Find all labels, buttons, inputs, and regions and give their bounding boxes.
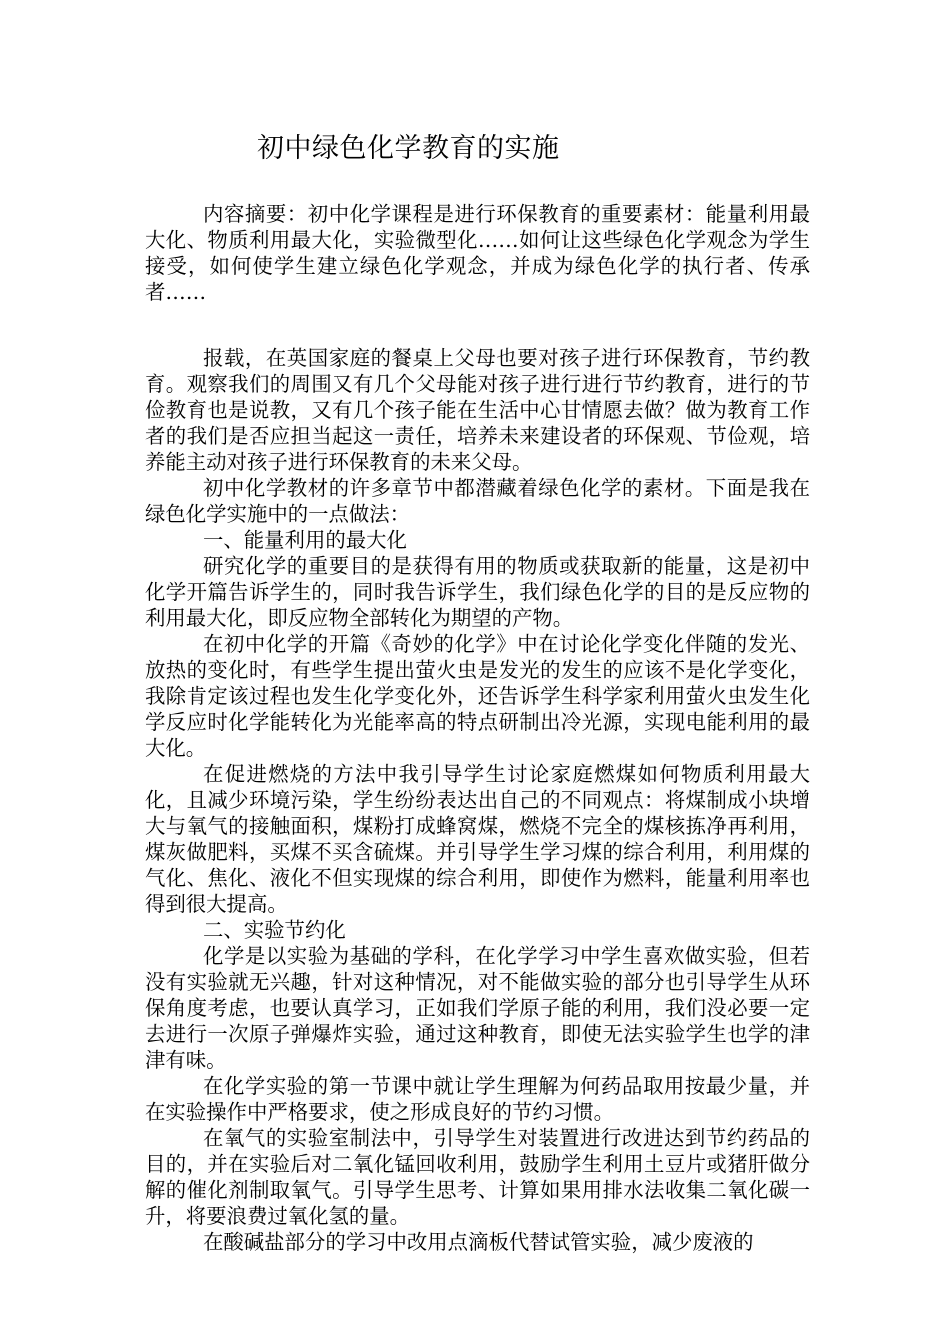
body-paragraph: 在初中化学的开篇《奇妙的化学》中在讨论化学变化伴随的发光、放热的变化时，有些学生提出萤火虫是发光的发生的应该不是化学变化，我除肯定该过程也发生化学变化外，还告诉学生科学家利用萤火虫发生化学反应时化学能转化为光能率高的特点研制出冷光源，实现电能利用的最大化。 — [145, 632, 810, 760]
abstract-paragraph: 内容摘要：初中化学课程是进行环保教育的重要素材：能量利用最大化、物质利用最大化，实验微型化……如何让这些绿色化学观念为学生接受，如何使学生建立绿色化学观念，并成为绿色化学的执行者、传承者…… — [145, 202, 810, 304]
body-paragraph: 报载，在英国家庭的餐桌上父母也要对孩子进行环保教育，节约教育。观察我们的周围又有几个父母能对孩子进行进行节约教育，进行的节俭教育也是说教，又有几个孩子能在生活中心甘情愿去做？做为教育工作者的我们是否应担当起这一责任，培养未来建设者的环保观、节俭观，培养能主动对孩子进行环保教育的未来父母。 — [145, 346, 810, 474]
abstract-block — [145, 201, 810, 305]
body-paragraph: 在促进燃烧的方法中我引导学生讨论家庭燃煤如何物质利用最大化，且减少环境污染，学生纷纷表达出自己的不同观点：将煤制成小块增大与氧气的接触面积，煤粉打成蜂窝煤，燃烧不完全的煤核拣净再利用，煤灰做肥料，买煤不买含硫煤。并引导学生学习煤的综合利用，利用煤的气化、焦化、液化不但实现煤的综合利用，即使作为燃料，能量利用率也得到很大提高。 — [145, 762, 810, 916]
body-paragraph: 在氧气的实验室制法中，引导学生对装置进行改进达到节约药品的目的，并在实验后对二氧化锰回收利用，鼓励学生利用土豆片或猪肝做分解的催化剂制取氧气。引导学生思考、计算如果用排水法收集二氧化碳一升，将要浪费过氧化氢的量。 — [145, 1126, 810, 1228]
section-heading-energy: 一、能量利用的最大化 — [203, 528, 407, 552]
body-paragraph: 初中化学教材的许多章节中都潜藏着绿色化学的素材。下面是我在绿色化学实施中的一点做法： — [145, 476, 810, 526]
body-paragraph: 在酸碱盐部分的学习中改用点滴板代替试管实验，减少废液的 — [203, 1230, 754, 1254]
body-paragraph: 在化学实验的第一节课中就让学生理解为何药品取用按最少量，并在实验操作中严格要求，使之形成良好的节约习惯。 — [145, 1074, 810, 1124]
main-body — [145, 345, 810, 1255]
body-paragraph: 化学是以实验为基础的学科，在化学学习中学生喜欢做实验，但若没有实验就无兴趣，针对这种情况，对不能做实验的部分也引导学生从环保角度考虑，也要认真学习，正如我们学原子能的利用，我们没必要一定去进行一次原子弹爆炸实验，通过这种教育，即使无法实验学生也学的津津有味。 — [145, 944, 810, 1072]
document-title: 初中绿色化学教育的实施 — [257, 133, 560, 164]
body-paragraph: 研究化学的重要目的是获得有用的物质或获取新的能量，这是初中化学开篇告诉学生的，同时我告诉学生，我们绿色化学的目的是反应物的利用最大化，即反应物全部转化为期望的产物。 — [145, 554, 810, 630]
section-heading-experiment: 二、实验节约化 — [203, 918, 346, 942]
